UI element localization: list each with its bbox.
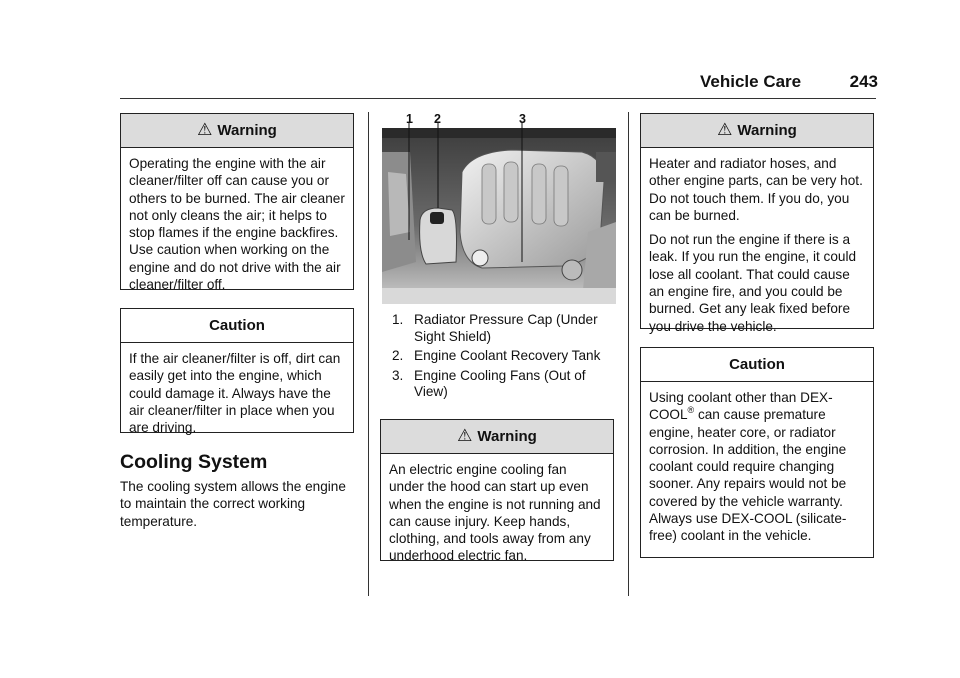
legend-text: Engine Cooling Fans (Out of View) [414, 367, 586, 399]
legend-item [392, 312, 602, 345]
figure-callouts [382, 112, 616, 128]
section-name: Vehicle Care [700, 72, 802, 91]
legend-item [392, 368, 602, 401]
section-paragraph: The cooling system allows the engine to maintain the correct working temperature. [120, 479, 346, 529]
legend-number: 3. [392, 367, 404, 383]
warning-header [121, 114, 353, 148]
callout-1: 1 [406, 112, 413, 126]
warning-text: An electric engine cooling fan under the hood can start up even when the engine is not running and can cause injury. Keep hands, clothing, and tools away from any underhood electric fan. [389, 462, 601, 564]
page-number: 243 [849, 72, 878, 91]
section-heading-cooling-system: Cooling System [120, 451, 268, 473]
caution-header [641, 348, 873, 382]
engine-compartment-figure [382, 112, 616, 304]
caution-header [121, 309, 353, 343]
warning-box-air-cleaner [120, 113, 354, 293]
caution-text [641, 382, 873, 551]
warning-title: Warning [217, 122, 277, 139]
legend-text: Engine Coolant Recovery Tank [414, 348, 601, 363]
warning-symbol-icon: ⚠ [457, 425, 473, 445]
warning-paragraph-1: Heater and radiator hoses, and other engine parts, can be very hot. Do not touch them. If you do, you can be burned. [649, 156, 863, 223]
warning-text: Operating the engine with the air cleaner/filter off can cause you or others to be burned. The air cleaner not only cleans the air; it helps to stop flames if the engine backfires. Use caution when working on the engine and do not drive with the air cleaner/filter off. [129, 156, 345, 293]
caution-text-start: Using coolant other than DEX-COOL [649, 390, 833, 423]
warning-symbol-icon: ⚠ [197, 119, 213, 139]
warning-title: Warning [477, 428, 537, 445]
column-divider-right [628, 112, 629, 596]
callout-2: 2 [434, 112, 441, 126]
warning-box-hot-parts [640, 113, 874, 334]
legend-number: 1. [392, 312, 404, 327]
page-header [700, 72, 878, 98]
engine-illustration [382, 112, 616, 304]
warning-paragraph-2: Do not run the engine if there is a leak. If you run the engine, it could lose all coolant. That could cause an engine fire, and you could be burned. Get any leak fixed before you drive the vehicle. [649, 232, 857, 334]
header-divider [120, 98, 876, 99]
caution-text: If the air cleaner/filter is off, dirt can easily get into the engine, which could damage it. Always have the air cleaner/filter in place when you are driving. [129, 351, 341, 436]
legend-item [392, 348, 602, 365]
warning-symbol-icon: ⚠ [717, 119, 733, 139]
warning-header [381, 420, 613, 454]
callout-3: 3 [519, 112, 526, 126]
caution-box-air-cleaner [120, 308, 354, 436]
legend-text: Radiator Pressure Cap (Under Sight Shield) [414, 312, 598, 344]
warning-text-block [641, 148, 873, 341]
caution-title: Caution [729, 356, 785, 373]
column-divider-left [368, 112, 369, 596]
caution-title: Caution [209, 317, 265, 334]
figure-legend [392, 312, 602, 404]
warning-title: Warning [737, 122, 797, 139]
registered-trademark: ® [687, 404, 695, 415]
caution-box-coolant [640, 347, 874, 558]
warning-header [641, 114, 873, 148]
warning-box-cooling-fan [380, 419, 614, 564]
caution-text-end: can cause premature engine, heater core, or radiator corrosion. In addition, the engine coolant could require changing sooner. Any repairs would not be covered by the vehicle warranty. Always use DEX-COOL (silicate-free) coolant in the vehicle. [649, 407, 847, 544]
legend-number: 2. [392, 348, 404, 363]
